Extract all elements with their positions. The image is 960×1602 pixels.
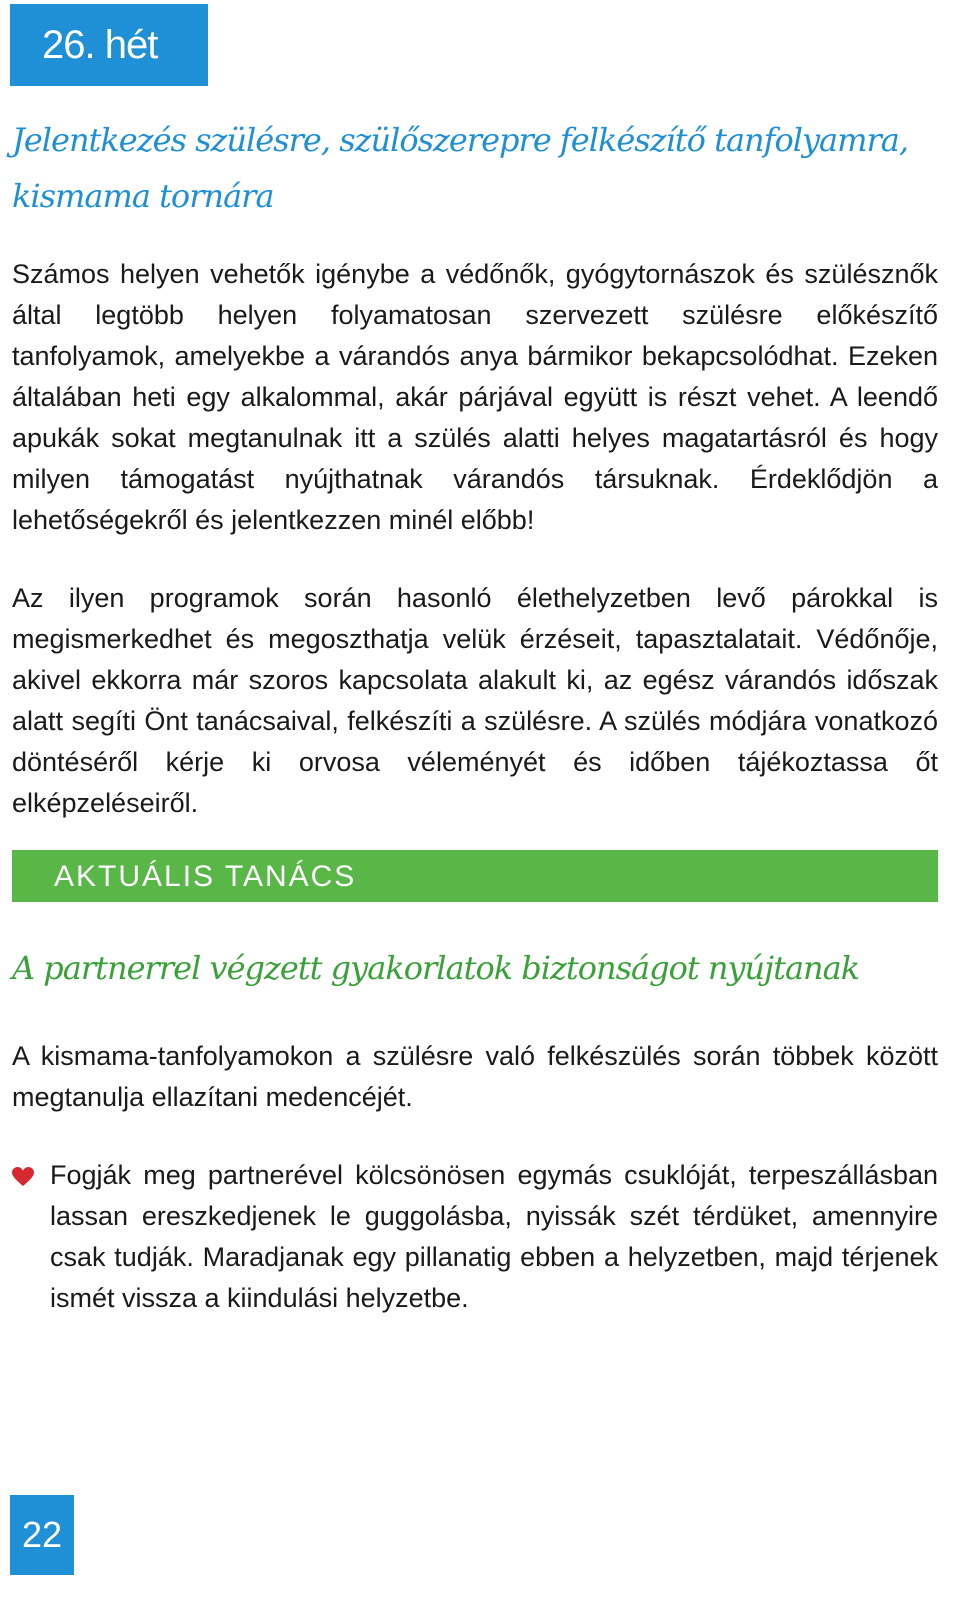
tip-banner-label: AKTUÁLIS TANÁCS xyxy=(54,860,357,893)
tip-intro-paragraph: A kismama-tanfolyamokon a szülésre való felkészülés során többek között megtanulja ellazítani medencéjét. xyxy=(12,1041,938,1112)
body-paragraph-2: Az ilyen programok során hasonló élethelyzetben levő párokkal is megismerkedhet és megoszthatja velük érzéseit, tapasztalatait. Védőnője, akivel ekkorra már szoros kapcsolata alakult ki, az egész várandós időszak alatt segíti Önt tanácsaival, felkészíti a szülésre. A szülés módjára vonatkozó döntéséről kérje ki orvosa véleményét és időben tájékoztassa őt elképzeléseiről. xyxy=(12,583,938,818)
list-item-text: Fogják meg partnerével kölcsönösen egymás csuklóját, terpeszállásban lassan ereszkedjenek le guggolásba, nyissák szét térdüket, amennyire csak tudják. Maradjanak egy pillanatig ebben a helyzetben, majd térjenek ismét vissza a kiindulási helyzetbe. xyxy=(50,1160,938,1313)
page-number: 22 xyxy=(21,1514,63,1555)
tip-banner xyxy=(12,850,938,902)
heart-icon xyxy=(12,1167,34,1187)
body-paragraph-1: Számos helyen vehetők igénybe a védőnők, gyógytornászok és szülésznők által legtöbb helyen folyamatosan szervezett szülésre előkészítő tanfolyamok, amelyekbe a várandós anya bármikor bekapcsolódhat. Ezeken általában heti egy alkalommal, akár párjával együtt is részt vehet. A leendő apukák sokat megtanulnak itt a szülés alatti helyes magatartásról és hogy milyen támogatást nyújthatnak várandós társuknak. Érdeklődjön a lehetőségekről és jelentkezzen minél előbb! xyxy=(12,259,938,535)
week-label: 26. hét xyxy=(42,23,158,67)
section-title: Jelentkezés szülésre, szülőszerepre felkészítő tanfolyamra, kismama tornára xyxy=(12,121,909,215)
tip-title: A partnerrel végzett gyakorlatok biztonságot nyújtanak xyxy=(12,949,860,987)
week-badge xyxy=(10,4,208,86)
page-number-badge xyxy=(10,1495,74,1575)
